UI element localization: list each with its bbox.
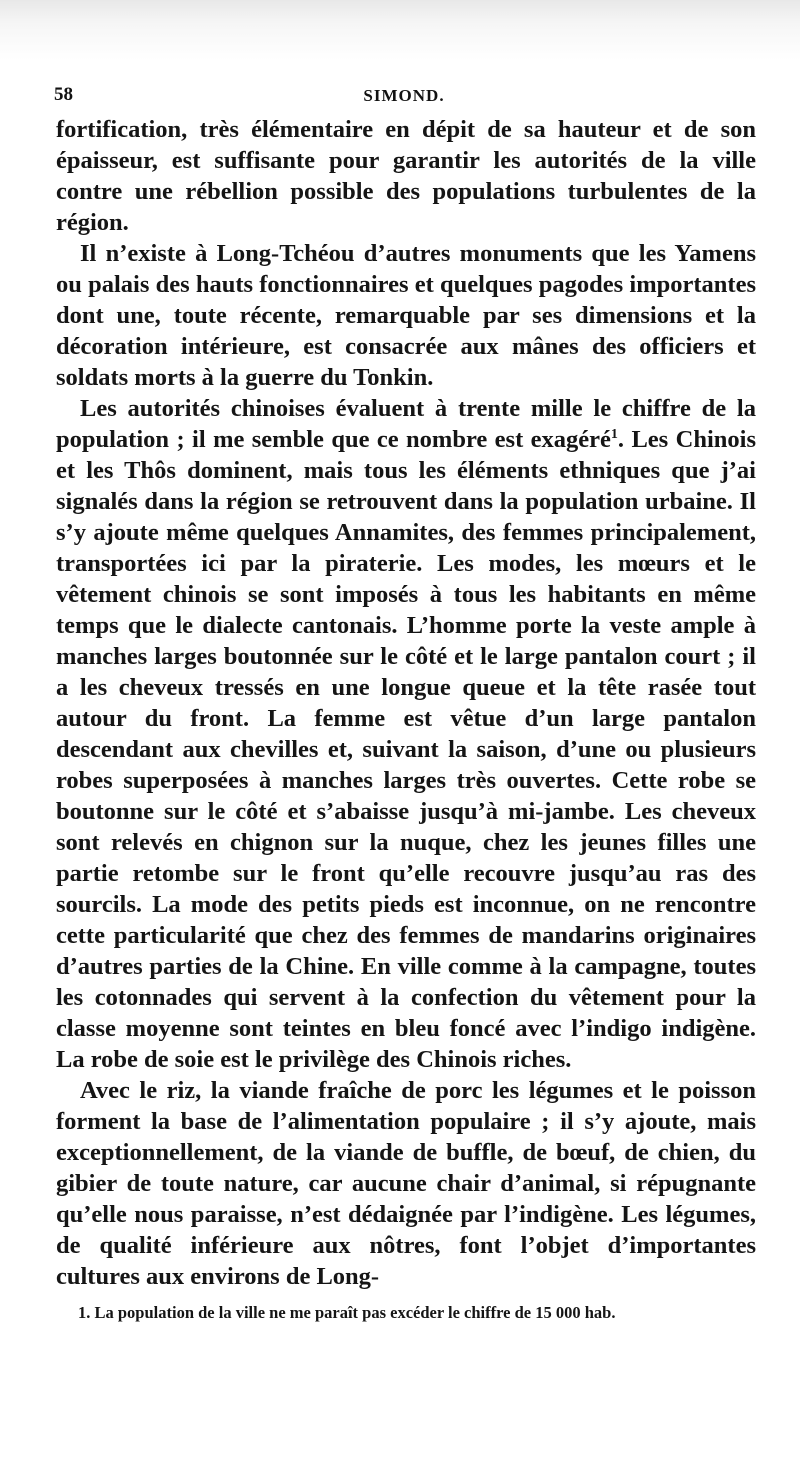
paragraph-monuments: Il n’existe à Long-Tchéou d’autres monuments que les Yamens ou palais des hauts fonctionnaires et quelques pagodes importantes dont une, toute récente, remarquable par ses dimensions et la décoration intérieure, est consacrée aux mânes des officiers et soldats morts à la guerre du Tonkin. (56, 240, 756, 391)
page-number: 58 (54, 84, 73, 105)
footnote-reference[interactable]: 1 (610, 426, 618, 442)
paragraph-food: Avec le riz, la viande fraîche de porc les légumes et le poisson forment la base de l’alimentation populaire ; il s’y ajoute, mais exceptionnellement, de la viande de buffle, de bœuf, de chien, du gibier de toute nature, car aucune chair d’animal, si répugnante qu’elle nous paraisse, n’est dédaignée par l’indigène. Les légumes, de qualité inférieure aux nôtres, font l’objet d’importantes cultures aux environs de Long- (56, 1077, 756, 1290)
paragraph-population-rest: . Les Chinois et les Thôs dominent, mais tous les éléments ethniques que j’ai signalés dans la région se retrouvent dans la population urbaine. Il s’y ajoute même quelques Annamites, des femmes principalement, transportées ici par la piraterie. Les modes, les mœurs et le vêtement chinois se sont imposés à tous les habitants en même temps que le dialecte cantonais. L’homme porte la veste ample à manches larges boutonnée sur le côté et le large pantalon court ; il a les cheveux tressés en une longue queue et la tête rasée tout autour du front. La femme est vêtue d’un large pantalon descendant aux chevilles et, suivant la saison, d’une ou plusieurs robes superposées à manches larges très ouvertes. Cette robe se boutonne sur le côté et s’abaisse jusqu’à mi-jambe. Les cheveux sont relevés en chignon sur la nuque, chez les jeunes filles une partie retombe sur le front qu’elle recouvre jusqu’au ras des sourcils. La mode des petits pieds est inconnue, on ne rencontre cette particularité que chez des femmes de mandarins originaires d’autres parties de la Chine. En ville comme à la campagne, toutes les cotonnades qui servent à la confection du vêtement pour la classe moyenne sont teintes en bleu foncé avec l’indigo indigène. La robe de soie est le privilège des Chinois riches. (56, 426, 756, 1073)
page-top-bleed (0, 0, 800, 60)
footnote: 1. La population de la ville ne me paraît pas excéder le chiffre de 15 000 hab. (78, 1303, 616, 1322)
running-title: SIMOND. (363, 86, 445, 105)
running-header (54, 84, 754, 110)
paragraph-continued: fortification, très élémentaire en dépit de sa hauteur et de son épaisseur, est suffisante pour garantir les autorités de la ville contre une rébellion possible des populations turbulentes de la région. (56, 116, 756, 236)
paragraph-population-start: Les autorités chinoises évaluent à trente mille le chiffre de la population ; il me semble que ce nombre est exagéré (56, 395, 756, 453)
body-text (56, 114, 756, 1292)
paragraph-population (56, 393, 756, 1075)
